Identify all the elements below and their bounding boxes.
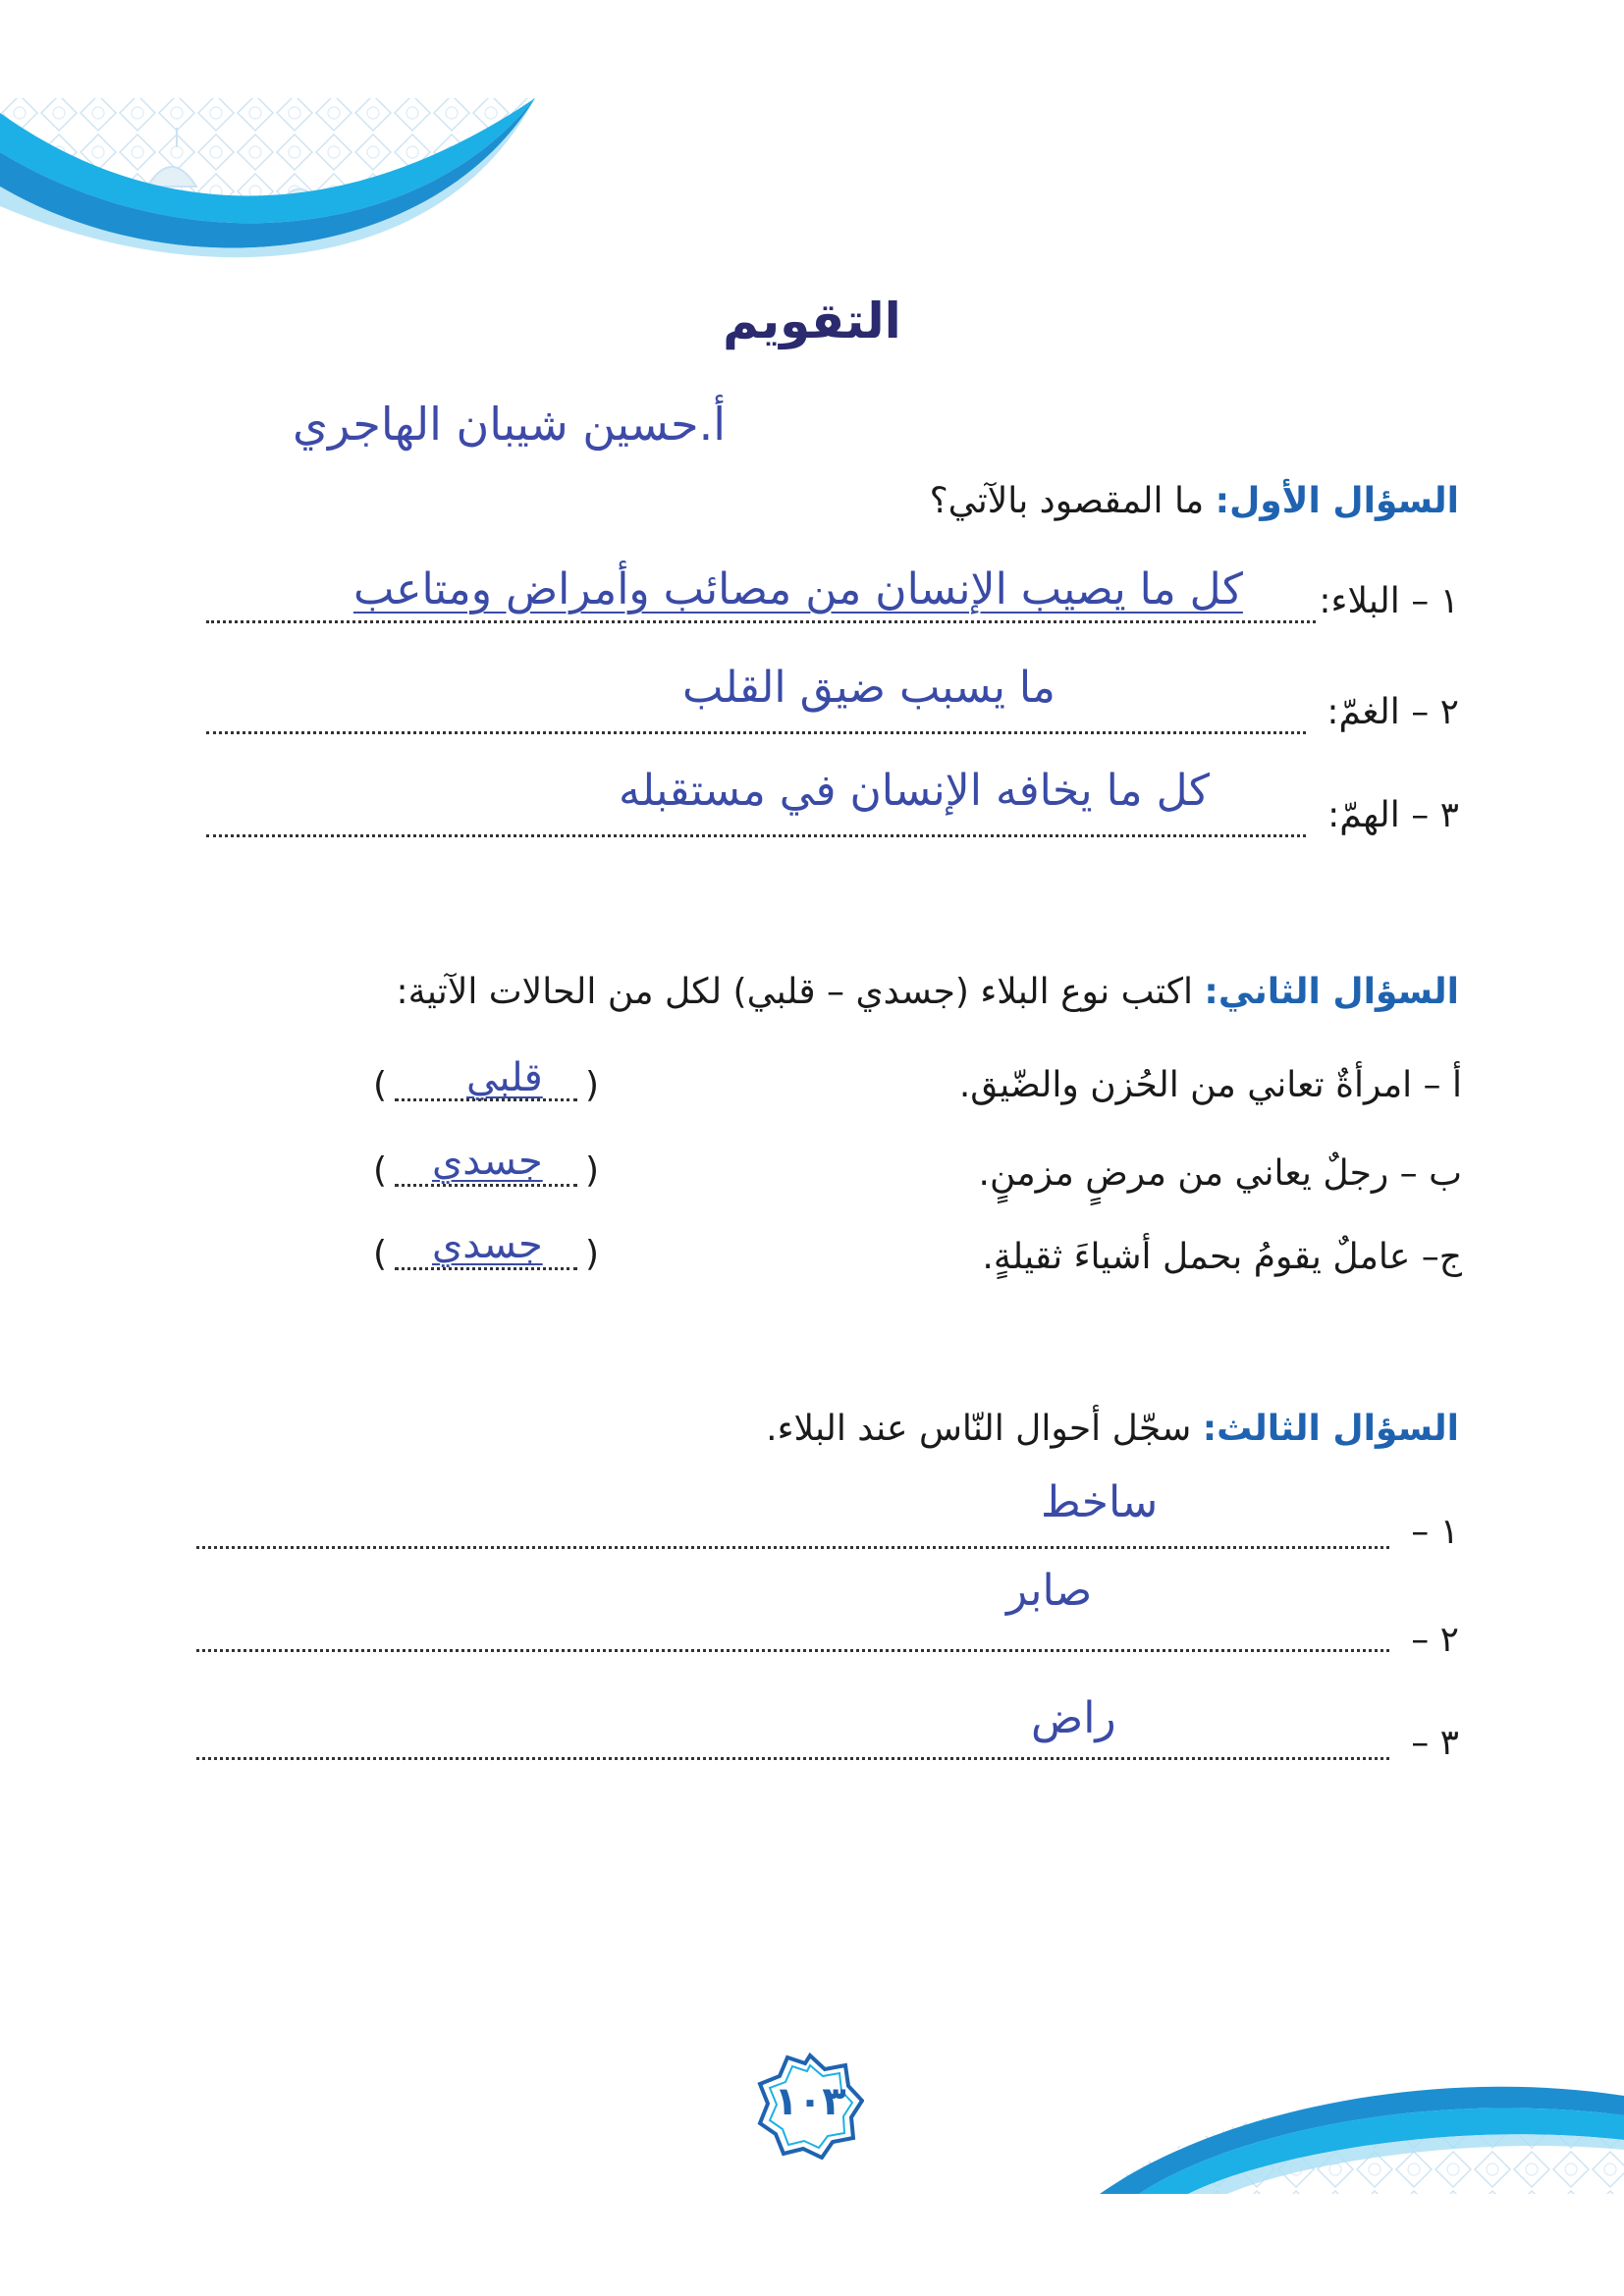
q3-item-3-number: ٣ – [1411,1723,1459,1763]
q3-item-2-dotted-line [196,1649,1389,1652]
question-1-label: السؤال الأول: [1215,481,1459,521]
q2-item-3-case: ج– عاملٌ يقومُ بحمل أشياءَ ثقيلةٍ. [982,1237,1462,1277]
question-2-label: السؤال الثاني: [1204,972,1459,1012]
q1-item-2-term: ٢ – الغمّ: [1326,692,1459,732]
q1-item-1-answer: كل ما يصيب الإنسان من مصائب وأمراض ومتاعب [353,564,1243,614]
question-1-text: ما المقصود بالآتي؟ [929,481,1205,521]
q1-item-2-dotted-line [206,731,1306,734]
q2-item-3-answer: جسدي [432,1222,543,1267]
q2-item-1-case: أ – امرأةٌ تعاني من الحُزن والضّيق. [958,1065,1462,1105]
bottom-wave-mosque-decoration-icon [1080,2071,1624,2199]
q3-item-3-dotted-line [196,1757,1389,1760]
page-number: ١٠٣ [774,2079,846,2124]
q1-item-1-dotted-line [206,620,1316,623]
author-name: أ.حسين شيبان الهاجري [293,398,726,451]
question-2-heading [397,972,1460,1012]
q3-item-2-number: ٢ – [1411,1620,1459,1660]
q3-item-2-answer: صابر [1006,1566,1093,1616]
q1-item-3-answer: كل ما يخافه الإنسان في مستقبله [619,766,1210,816]
page-title: التقويم [723,293,901,349]
question-3-text: سجّل أحوال النّاس عند البلاء. [766,1409,1192,1449]
q2-item-2-case: ب – رجلٌ يعاني من مرضٍ مزمنٍ. [978,1153,1462,1194]
q3-item-3-answer: راض [1031,1693,1116,1743]
question-1-heading [930,481,1459,521]
q1-item-3-term: ٣ – الهمّ: [1327,795,1459,835]
q1-item-2-answer: ما يسبب ضيق القلب [682,663,1056,713]
q3-item-1-number: ١ – [1411,1512,1459,1552]
q2-item-2-answer: جسدي [432,1139,543,1184]
q3-item-1-answer: ساخط [1041,1477,1159,1527]
q3-item-1-dotted-line [196,1546,1389,1549]
top-wave-mosque-decoration-icon [0,93,550,270]
q1-item-3-dotted-line [206,834,1306,837]
q1-item-1-term: ١ – البلاء: [1319,581,1459,621]
question-3-label: السؤال الثالث: [1202,1409,1459,1449]
q2-item-1-answer: قلبي [466,1055,543,1100]
question-3-heading [766,1409,1459,1449]
question-2-text: اكتب نوع البلاء (جسدي – قلبي) لكل من الحالات الآتية: [396,972,1193,1012]
